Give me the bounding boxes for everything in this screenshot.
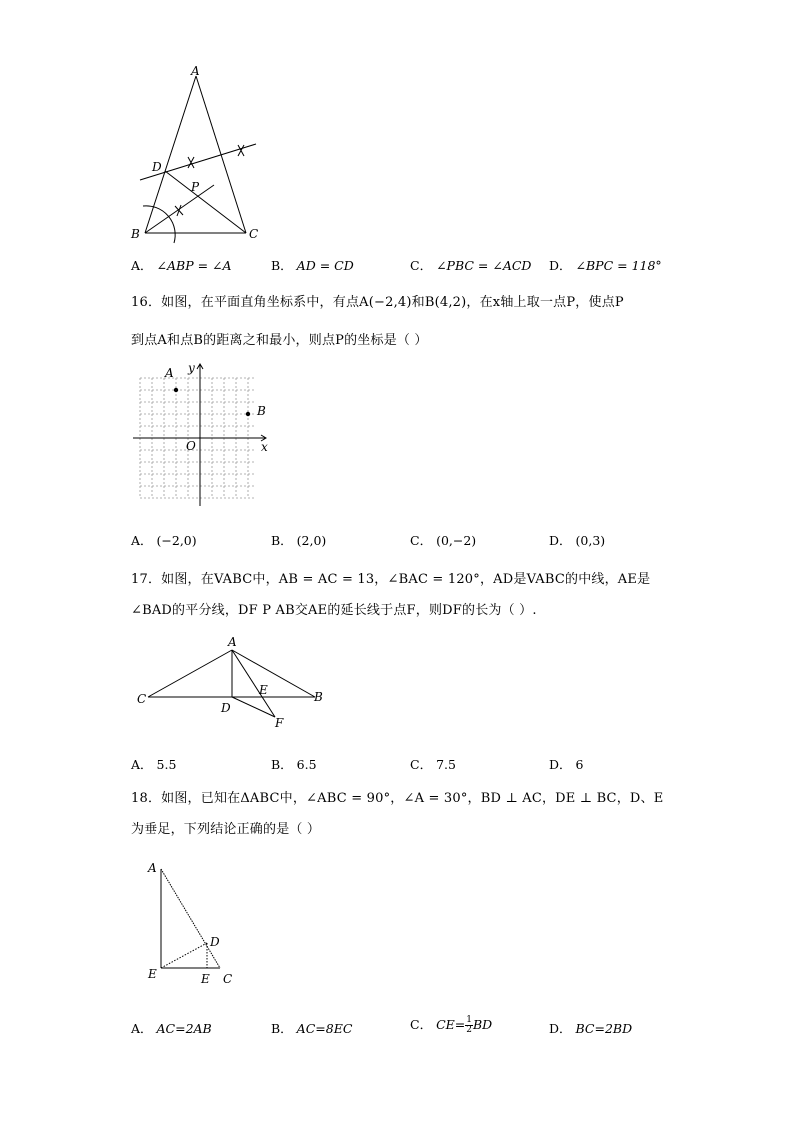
q17-stem-line2: ∠BAD的平分线，DF P AB交AE的延长线于点F，则DF的长为（ ）. [131, 603, 537, 618]
q15-option-d[interactable]: D． ∠BPC = 118° [549, 258, 662, 273]
q17-label-c: C [137, 692, 147, 706]
q17-label-e: E [259, 683, 268, 697]
q18-label-e: E [201, 972, 210, 986]
q15-option-b[interactable]: B． AD = CD [271, 258, 354, 273]
q16-label-b: B [257, 404, 266, 418]
q17-option-c[interactable]: C． 7.5 [410, 757, 456, 772]
q18-stem-line2: 为垂足，下列结论正确的是（ ） [131, 822, 321, 837]
q15-figure [125, 60, 275, 250]
q18-label-b-as-e: E [148, 967, 157, 981]
q15-label-c: C [249, 227, 259, 241]
q16-stem-line1: 16．如图，在平面直角坐标系中，有点A(−2,4)和B(4,2)，在x轴上取一点P，使点P [131, 295, 624, 310]
q17-label-b: B [314, 690, 323, 704]
q17-option-d[interactable]: D． 6 [549, 757, 584, 772]
q16-label-o: O [186, 439, 196, 453]
q18-option-c-fraction: $\frac{1}{2}$ [466, 1015, 472, 1035]
q17-figure [132, 633, 332, 733]
q17-stem-line1: 17．如图，在VABC中，AB = AC = 13，∠BAC = 120°，AD是VABC的中线，AE是 [131, 572, 651, 587]
q16-label-y: y [188, 361, 195, 375]
q16-option-d[interactable]: D． (0,3) [549, 533, 606, 548]
q16-label-a: A [165, 366, 174, 380]
q17-label-a: A [228, 635, 237, 649]
q15-label-d: D [152, 160, 162, 174]
q17-option-b[interactable]: B． 6.5 [271, 757, 317, 772]
q16-point-b [246, 412, 250, 416]
q15-label-a: A [191, 64, 200, 78]
q18-option-b[interactable]: B． AC=8EC [271, 1021, 353, 1036]
q15-segment-dc [165, 171, 246, 233]
q16-coordinate-grid [128, 360, 278, 510]
q16-point-a [174, 388, 178, 392]
q16-stem-line2: 到点A和点B的距离之和最小，则点P的坐标是（ ） [131, 333, 428, 348]
q17-side-ab [232, 650, 315, 697]
q18-figure [140, 853, 250, 993]
q15-side-ab [145, 76, 196, 233]
q17-side-ac [148, 650, 232, 697]
q18-label-d: D [210, 935, 220, 949]
q18-stem-line1: 18．如图，已知在ΔABC中，∠ABC = 90°，∠A = 30°，BD ⊥ AC，DE ⊥ BC，D、E [131, 791, 664, 806]
q18-option-d[interactable]: D． BC=2BD [549, 1021, 633, 1036]
q16-option-b[interactable]: B． (2,0) [271, 533, 327, 548]
q16-option-c[interactable]: C． (0,−2) [410, 533, 477, 548]
q15-label-b: B [131, 227, 140, 241]
q16-label-x: x [261, 440, 268, 454]
q16-option-a[interactable]: A． (−2,0) [131, 533, 197, 548]
q15-option-a[interactable]: A． ∠ABP = ∠A [131, 258, 232, 273]
q18-segment-bd [161, 943, 207, 968]
q18-option-c[interactable]: C． CE= $\frac{1}{2}$ BD [410, 1015, 493, 1035]
q17-label-f: F [275, 716, 284, 730]
q15-option-c[interactable]: C． ∠PBC = ∠ACD [410, 258, 532, 273]
q17-option-a[interactable]: A． 5.5 [131, 757, 177, 772]
q18-side-ac [161, 869, 220, 968]
q17-label-d: D [221, 701, 231, 715]
q18-option-a[interactable]: A． AC=2AB [131, 1021, 212, 1036]
q18-label-c: C [223, 972, 233, 986]
q18-label-a: A [148, 861, 157, 875]
q15-label-p: P [191, 180, 200, 194]
